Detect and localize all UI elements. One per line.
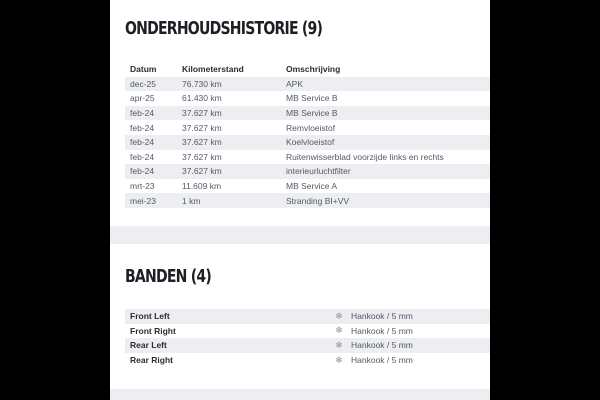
row-description: interieurluchtfilter — [286, 166, 351, 177]
maintenance-history-title: ONDERHOUDSHISTORIE (9) — [125, 18, 323, 39]
row-description: MB Service A — [286, 181, 338, 192]
tyre-row-rear-right — [125, 353, 490, 368]
table-header — [125, 62, 490, 77]
table-row — [125, 164, 490, 179]
snowflake-icon: ❄ — [335, 325, 343, 336]
row-km: 61.430 km — [182, 93, 222, 104]
snowflake-icon: ❄ — [335, 339, 343, 350]
table-row — [125, 91, 490, 106]
row-km: 11.609 km — [182, 181, 222, 192]
section-divider — [110, 226, 490, 244]
row-date: apr-25 — [130, 93, 155, 104]
maintenance-history-table — [125, 62, 490, 208]
tyre-row-front-right — [125, 324, 490, 339]
row-km: 1 km — [182, 195, 201, 206]
row-date: feb-24 — [130, 122, 155, 133]
row-km: 37.627 km — [182, 122, 222, 133]
row-km: 37.627 km — [182, 151, 222, 162]
row-date: mei-23 — [130, 195, 156, 206]
row-description: Ruitenwisserblad voorzijde links en rechts — [286, 151, 444, 162]
vehicle-details-panel — [110, 0, 490, 400]
section-divider — [110, 389, 490, 400]
row-date: feb-24 — [130, 166, 155, 177]
row-description: APK — [286, 78, 304, 89]
row-km: 76.730 km — [182, 78, 222, 89]
row-date: mrt-23 — [130, 181, 155, 192]
row-description: Koelvloeistof — [286, 137, 335, 148]
table-row — [125, 77, 490, 92]
tyre-position: Front Left — [130, 311, 170, 322]
header-date: Datum — [130, 64, 157, 75]
header-description: Omschrijving — [286, 64, 341, 75]
row-date: feb-24 — [130, 151, 155, 162]
row-date: dec-25 — [130, 78, 156, 89]
table-row — [125, 179, 490, 194]
row-date: feb-24 — [130, 108, 155, 119]
snowflake-icon: ❄ — [335, 310, 343, 321]
row-km: 37.627 km — [182, 166, 222, 177]
row-description: MB Service B — [286, 93, 338, 104]
row-description: Stranding BI+VV — [286, 195, 350, 206]
tyres-table — [125, 309, 490, 367]
row-km: 37.627 km — [182, 137, 222, 148]
tyre-value: Hankook / 5 mm — [351, 355, 413, 366]
tyre-position: Rear Right — [130, 355, 173, 366]
table-row — [125, 135, 490, 150]
table-row — [125, 106, 490, 121]
tyre-value: Hankook / 5 mm — [351, 340, 413, 351]
table-row — [125, 120, 490, 135]
row-description: MB Service B — [286, 108, 338, 119]
row-description: Remvloeistof — [286, 122, 336, 133]
tyres-title: BANDEN (4) — [125, 266, 212, 287]
row-date: feb-24 — [130, 137, 155, 148]
tyre-row-front-left — [125, 309, 490, 324]
tyre-row-rear-left — [125, 338, 490, 353]
snowflake-icon: ❄ — [335, 354, 343, 365]
tyre-value: Hankook / 5 mm — [351, 311, 413, 322]
table-row — [125, 193, 490, 208]
row-km: 37.627 km — [182, 108, 222, 119]
table-row — [125, 150, 490, 165]
tyre-position: Front Right — [130, 325, 176, 336]
tyre-position: Rear Left — [130, 340, 167, 351]
header-km: Kilometerstand — [182, 64, 244, 75]
tyre-value: Hankook / 5 mm — [351, 325, 413, 336]
